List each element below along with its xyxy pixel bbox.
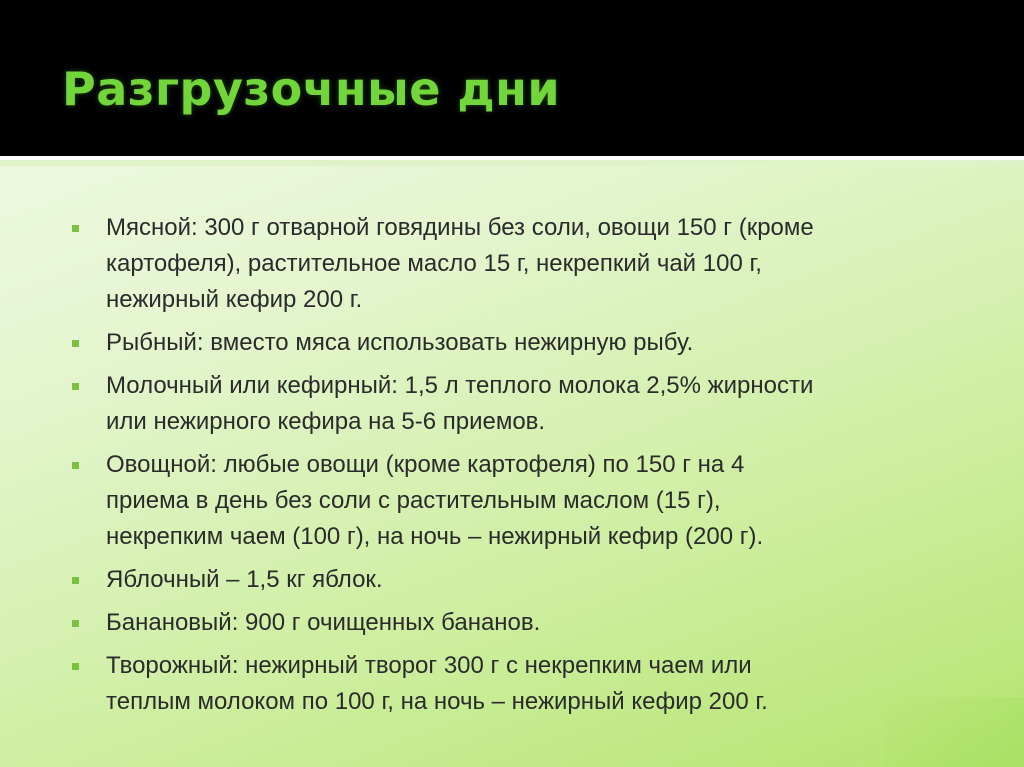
list-item-line: приема в день без соли с растительным маслом (15 г),: [106, 487, 721, 514]
square-bullet-icon: [72, 340, 79, 347]
list-item-line: нежирный кефир 200 г.: [106, 286, 363, 313]
list-item-banana: [70, 605, 990, 641]
list-item-line: Овощной: любые овощи (кроме картофеля) по 150 г на 4: [106, 451, 745, 478]
square-bullet-icon: [72, 462, 79, 469]
list-item-line: Творожный: нежирный творог 300 г с некрепким чаем или: [106, 652, 752, 679]
list-item-line: Мясной: 300 г отварной говядины без соли, овощи 150 г (кроме: [106, 214, 814, 241]
list-item-line: Банановый: 900 г очищенных бананов.: [106, 609, 541, 636]
list-item-dairy: [70, 368, 990, 440]
square-bullet-icon: [72, 663, 79, 670]
title-divider-shadow: [0, 160, 1024, 166]
corner-decoration: [884, 697, 1024, 767]
list-item-fish: [70, 325, 990, 361]
square-bullet-icon: [72, 620, 79, 627]
title-bar: [0, 0, 1024, 156]
list-item-apple: [70, 562, 990, 598]
slide-title: Разгрузочные дни: [62, 62, 561, 116]
list-item-line: Молочный или кефирный: 1,5 л теплого молока 2,5% жирности: [106, 372, 814, 399]
list-item-line: Яблочный – 1,5 кг яблок.: [106, 566, 383, 593]
list-item-cottage-cheese: [70, 648, 990, 720]
list-item-line: картофеля), растительное масло 15 г, некрепкий чай 100 г,: [106, 250, 762, 277]
list-item-line: Рыбный: вместо мяса использовать нежирную рыбу.: [106, 329, 694, 356]
square-bullet-icon: [72, 383, 79, 390]
list-item-line: теплым молоком по 100 г, на ночь – нежирный кефир 200 г.: [106, 688, 768, 715]
bullet-list: [70, 210, 990, 727]
list-item-line: некрепким чаем (100 г), на ночь – нежирный кефир (200 г).: [106, 523, 764, 550]
list-item-meat: [70, 210, 990, 318]
square-bullet-icon: [72, 225, 79, 232]
list-item-vegetable: [70, 447, 990, 555]
list-item-line: или нежирного кефира на 5-6 приемов.: [106, 408, 546, 435]
square-bullet-icon: [72, 577, 79, 584]
